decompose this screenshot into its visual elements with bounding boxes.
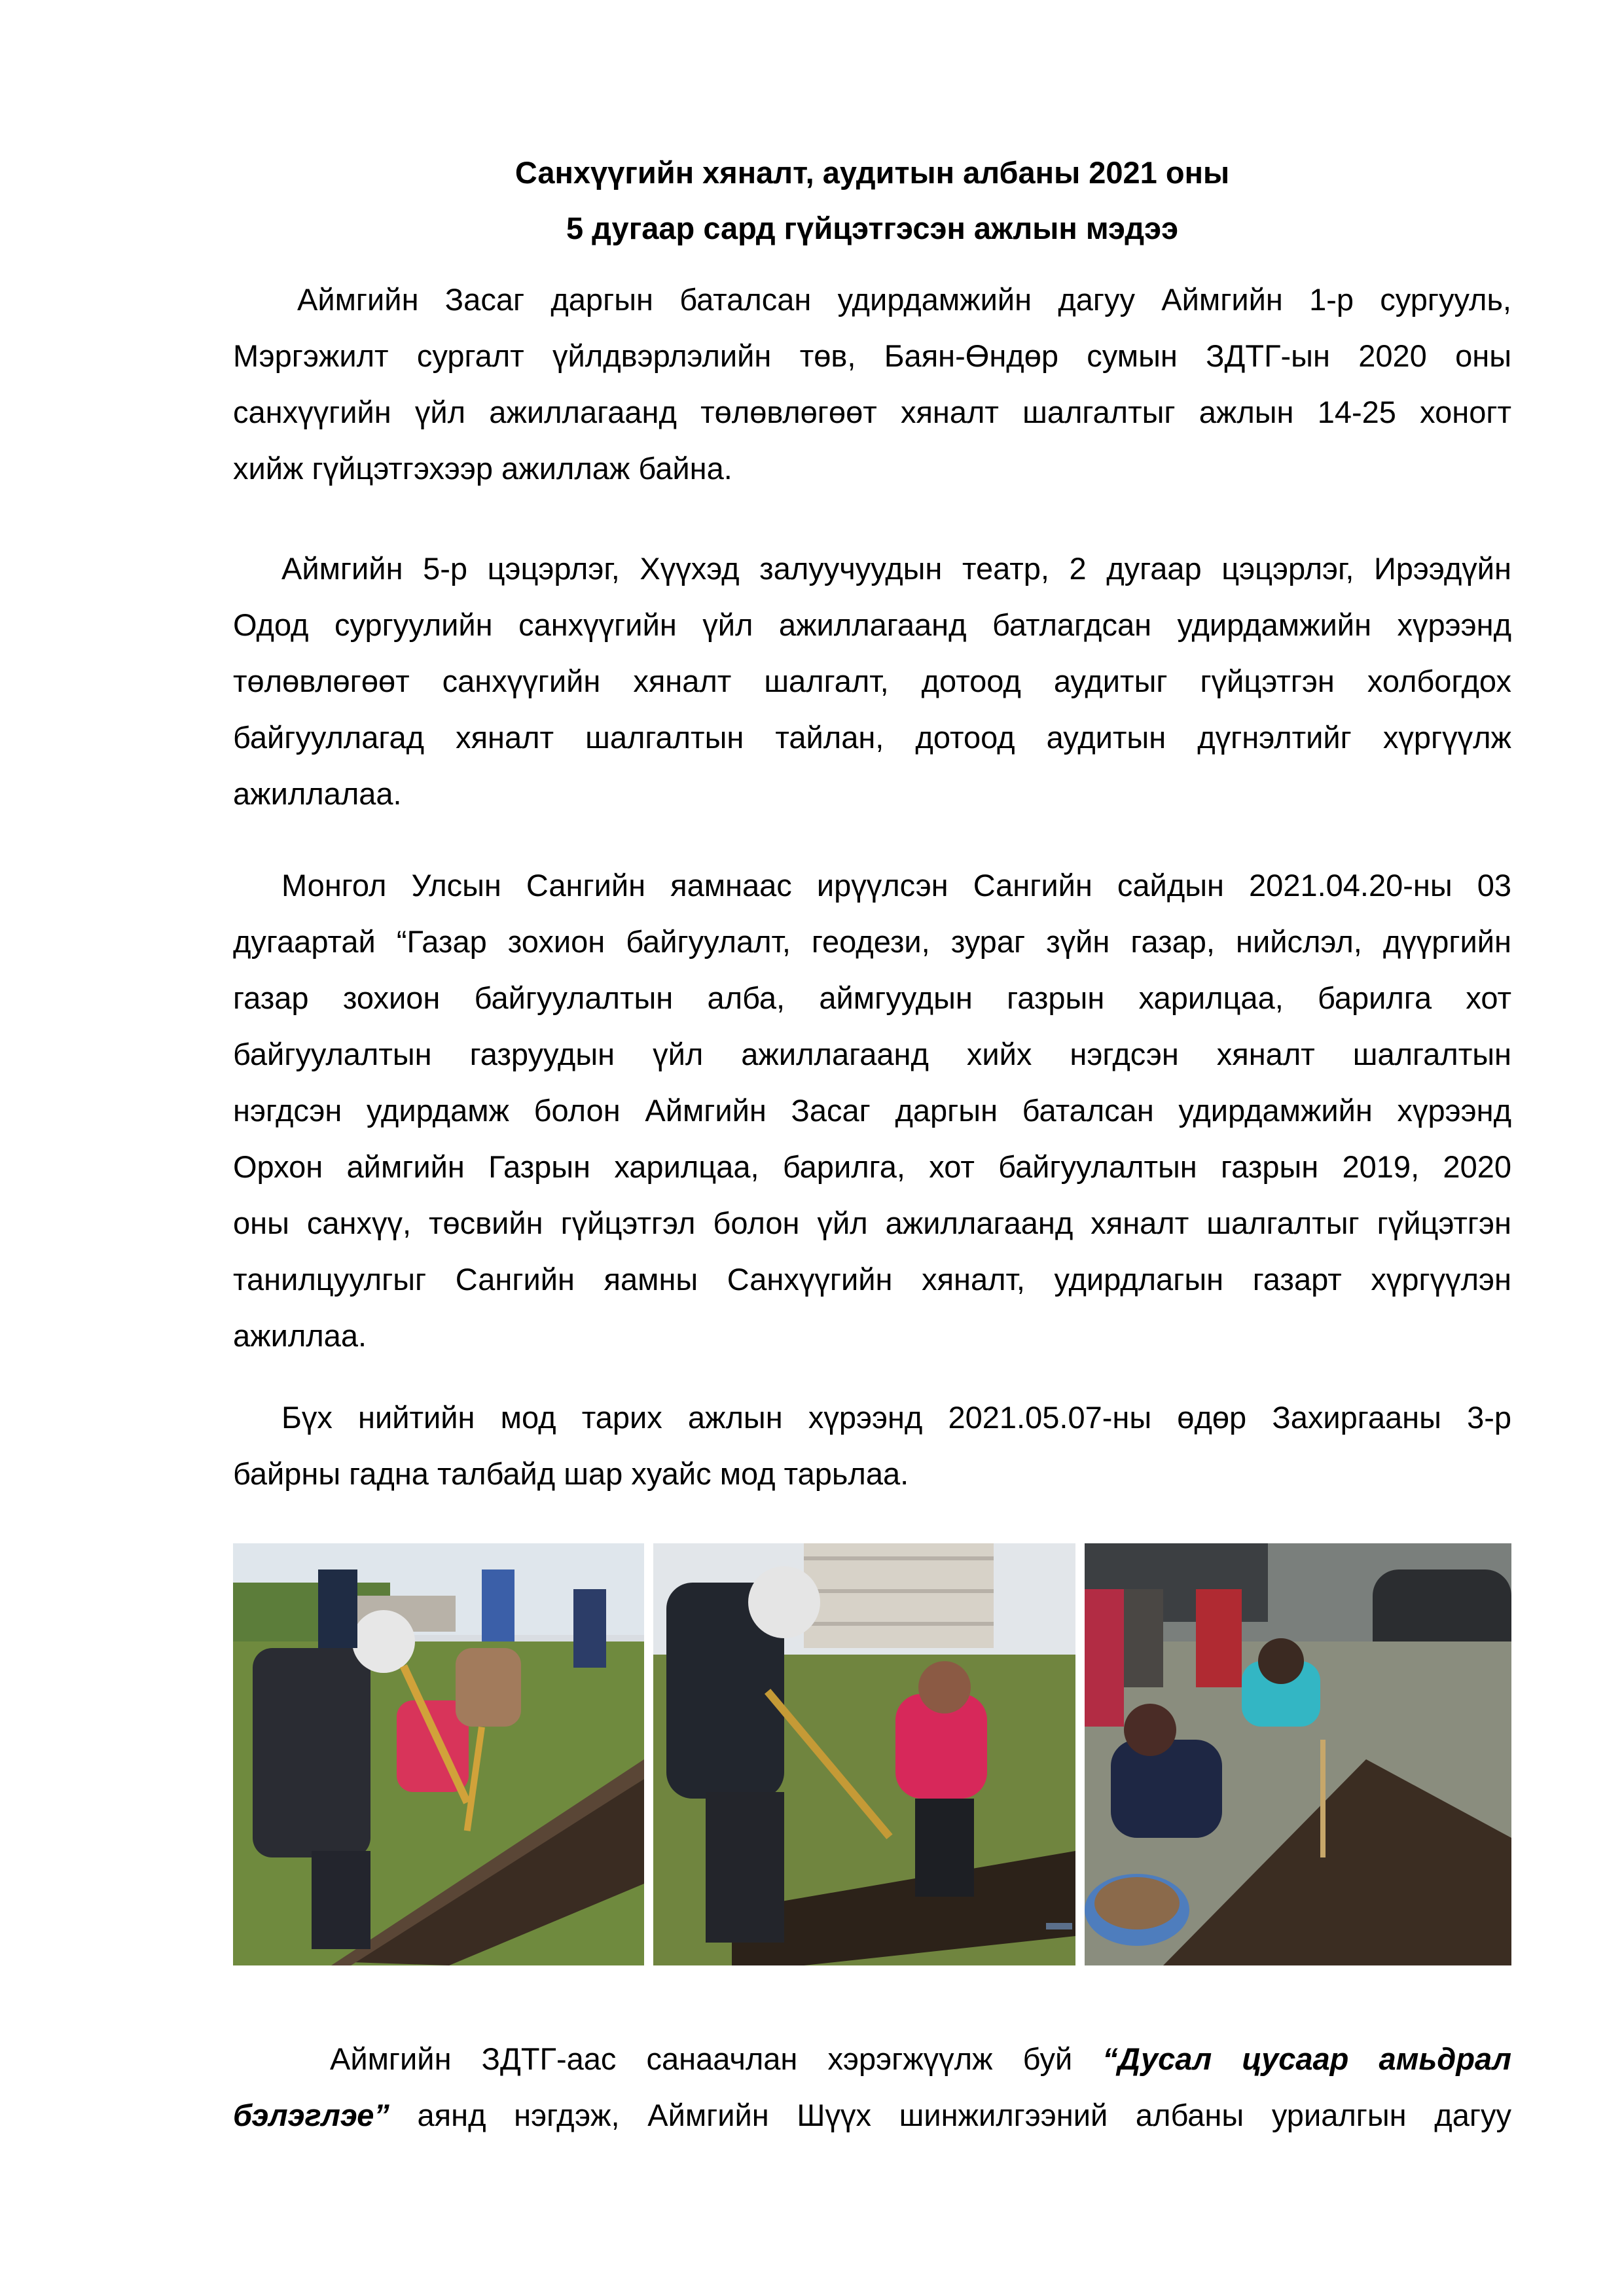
campaign-name-part1: “Дусал цусаар амьдрал [1102,2041,1511,2076]
paragraph-line: Бүх нийтийн мод тарих ажлын хүрээнд 2021.05.07-ны өдөр Захиргааны 3-р [281,1400,1511,1435]
paragraph-line: Мэргэжилт сургалт үйлдвэрлэлийн төв, Баян-Өндөр сумын ЗДТГ-ын 2020 оны [233,338,1511,373]
paragraph-text: аянд нэгдэж, Аймгийн Шүүх шинжилгээний албаны уриалгын дагуу [417,2098,1512,2132]
photo-tree-planting-1 [233,1543,644,1965]
paragraph-2 [233,541,1511,822]
paragraph-4 [233,1390,1511,1502]
paragraph-line: Одод сургуулийн санхүүгийн үйл ажиллагаанд батлагдсан удирдамжийн хүрээнд [233,607,1511,642]
paragraph-1 [233,272,1511,497]
paragraph-line: байгуулалтын газруудын үйл ажиллагаанд хийх нэгдсэн хяналт шалгалтын [233,1037,1511,1071]
paragraph-3 [233,857,1511,1364]
paragraph-line [233,2087,1511,2144]
photo-tree-planting-2 [653,1543,1075,1965]
paragraph-5 [233,2031,1511,2144]
paragraph-line [233,2031,1511,2087]
paragraph-line: санхүүгийн үйл ажиллагаанд төлөвлөгөөт хяналт шалгалтыг ажлын 14-25 хоногт [233,395,1511,429]
document-title-line1: Санхүүгийн хяналт, аудитын албаны 2021 оны [514,155,1230,190]
paragraph-line: хийж гүйцэтгэхээр ажиллаж байна. [233,451,732,486]
campaign-name-part2: бэлэглэе” [233,2098,389,2132]
paragraph-line: оны санхүү, төсвийн гүйцэтгэл болон үйл ажиллагаанд хяналт шалгалтыг гүйцэтгэн [233,1206,1511,1240]
paragraph-line: ажиллаа. [233,1318,367,1353]
paragraph-line: төлөвлөгөөт санхүүгийн хяналт шалгалт, дотоод аудитыг гүйцэтгэн холбогдох [233,664,1511,698]
paragraph-line: дугаартай “Газар зохион байгуулалт, геодези, зураг зүйн газар, нийслэл, дүүргийн [233,924,1511,959]
paragraph-line: Аймгийн 5-р цэцэрлэг, Хүүхэд залуучуудын театр, 2 дугаар цэцэрлэг, Ирээдүйн [281,551,1511,586]
paragraph-text: Аймгийн ЗДТГ-аас санаачлан хэрэгжүүлж буй [330,2041,1073,2076]
paragraph-line: байгууллагад хяналт шалгалтын тайлан, дотоод аудитын дүгнэлтийг хүргүүлж [233,720,1511,755]
paragraph-line: газар зохион байгуулалтын алба, аймгуудын газрын харилцаа, барилга хот [233,980,1511,1015]
paragraph-line: байрны гадна талбайд шар хуайс мод тарьлаа. [233,1456,909,1491]
paragraph-line: ажиллалаа. [233,776,402,811]
paragraph-line: Аймгийн Засаг даргын баталсан удирдамжийн дагуу Аймгийн 1-р сургууль, [297,282,1511,317]
paragraph-line: нэгдсэн удирдамж болон Аймгийн Засаг даргын баталсан удирдамжийн хүрээнд [233,1093,1511,1128]
photo-tree-planting-3 [1085,1543,1511,1965]
paragraph-line: танилцуулгыг Сангийн яамны Санхүүгийн хяналт, удирдлагын газарт хүргүүлэн [233,1262,1511,1297]
paragraph-line: Монгол Улсын Сангийн яамнаас ирүүлсэн Сангийн сайдын 2021.04.20-ны 03 [281,868,1511,903]
paragraph-line: Орхон аймгийн Газрын харилцаа, барилга, хот байгуулалтын газрын 2019, 2020 [233,1149,1511,1184]
document-title-line2: 5 дугаар сард гүйцэтгэсэн ажлын мэдээ [566,211,1179,245]
